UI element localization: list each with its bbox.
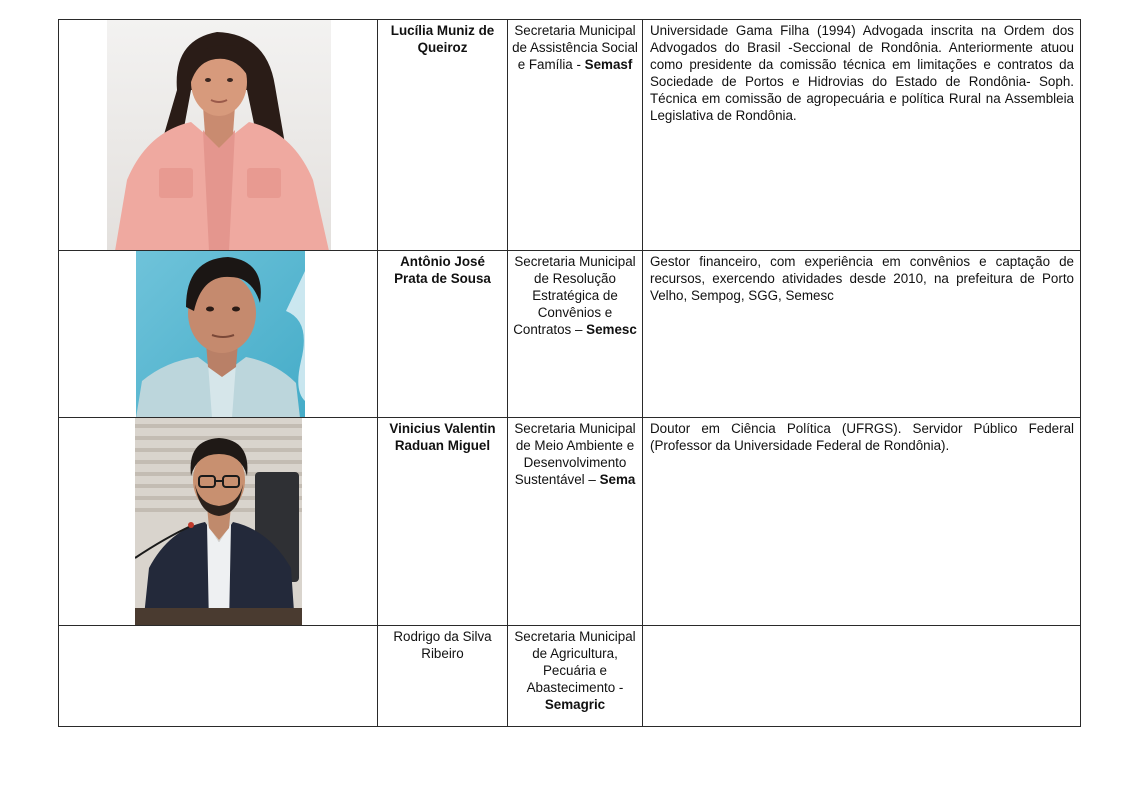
department-name: Secretaria Municipal de Agricultura, Pecuária e Abastecimento - — [514, 629, 636, 695]
table-row — [59, 626, 1081, 727]
bio-cell — [643, 626, 1081, 727]
photo-cell — [59, 626, 378, 727]
bio-cell: Gestor financeiro, com experiência em convênios e captação de recursos, exercendo atividades desde 2010, na prefeitura de Porto Velho, Sempog, SGG, Semesc — [643, 251, 1081, 418]
name-cell: Antônio José Prata de Sousa — [378, 251, 508, 418]
department-cell — [508, 251, 643, 418]
portrait-photo — [136, 251, 305, 418]
table-row — [59, 418, 1081, 626]
portrait-photo — [135, 418, 302, 626]
portrait-photo — [107, 20, 331, 251]
photo-cell — [59, 251, 378, 418]
department-abbreviation: Semagric — [544, 697, 606, 712]
department-name: Secretaria Municipal de Meio Ambiente e Desenvolvimento Sustentável – — [514, 421, 636, 487]
name-cell: Vinicius Valentin Raduan Miguel — [378, 418, 508, 626]
name-cell: Lucília Muniz de Queiroz — [378, 20, 508, 251]
photo-cell — [59, 418, 378, 626]
department-abbreviation: Semasf — [584, 57, 633, 72]
department-abbreviation: Semesc — [586, 322, 637, 337]
department-name: Secretaria Municipal de Resolução Estratégica de Convênios e Contratos – — [513, 254, 636, 337]
department-cell — [508, 418, 643, 626]
secretaries-table — [58, 19, 1081, 727]
department-cell — [508, 626, 643, 727]
name-cell: Rodrigo da Silva Ribeiro — [378, 626, 508, 727]
document-page — [58, 19, 1080, 727]
table-row — [59, 20, 1081, 251]
department-abbreviation: Sema — [599, 472, 636, 487]
bio-cell: Universidade Gama Filha (1994) Advogada inscrita na Ordem dos Advogados do Brasil -Seccional de Rondônia. Anteriormente atuou como presidente da comissão técnica em limitações e contratos da Sociedade de Portos e Hidrovias do Estado de Rondônia- Soph. Técnica em comissão de agropecuária e política Rural na Assembleia Legislativa de Rondônia. — [643, 20, 1081, 251]
department-cell — [508, 20, 643, 251]
bio-cell: Doutor em Ciência Política (UFRGS). Servidor Público Federal (Professor da Universidade Federal de Rondônia). — [643, 418, 1081, 626]
photo-cell — [59, 20, 378, 251]
table-row — [59, 251, 1081, 418]
department-name: Secretaria Municipal de Assistência Social e Família - — [512, 23, 638, 72]
